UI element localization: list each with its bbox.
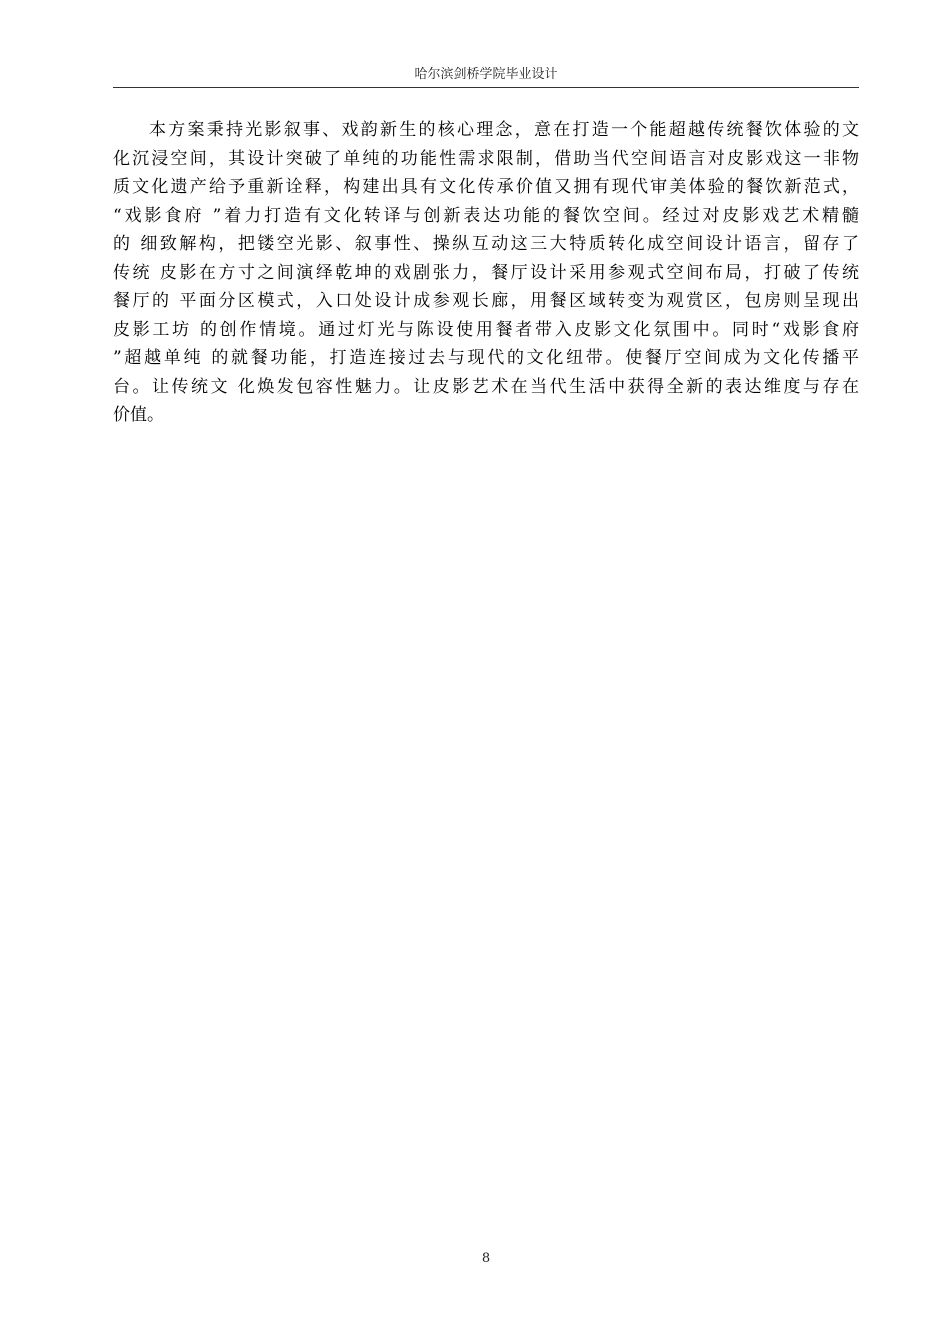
paragraph-line: “戏影食府 ”着力打造有文化转译与创新表达功能的餐饮空间。经过对皮影戏艺术精髓: [113, 205, 859, 226]
page-header: 哈尔滨剑桥学院毕业设计: [414, 67, 558, 82]
paragraph-line: 台。让传统文 化焕发包容性魅力。让皮影艺术在当代生活中获得全新的表达维度与存在: [113, 376, 859, 397]
page-number: 8: [481, 1251, 491, 1266]
paragraph-line: 传统 皮影在方寸之间演绎乾坤的戏剧张力，餐厅设计采用参观式空间布局，打破了传统: [113, 262, 859, 283]
paragraph-line: 餐厅的 平面分区模式，入口处设计成参观长廊，用餐区域转变为观赏区，包房则呈现出: [113, 291, 859, 311]
paragraph-line: 化沉浸空间，其设计突破了单纯的功能性需求限制，借助当代空间语言对皮影戏这一非物: [113, 148, 859, 169]
paragraph-line: 皮影工坊 的创作情境。通过灯光与陈设使用餐者带入皮影文化氛围中。同时“戏影食府: [113, 319, 859, 340]
body-paragraph: [113, 116, 859, 430]
paragraph-line: 价值。: [113, 405, 164, 425]
paragraph-line: ”超越单纯 的就餐功能，打造连接过去与现代的文化纽带。使餐厅空间成为文化传播平: [113, 348, 859, 368]
header-divider: [113, 87, 859, 88]
paragraph-line: 本方案秉持光影叙事、戏韵新生的核心理念，意在打造一个能超越传统餐饮体验的文: [149, 120, 859, 140]
paragraph-line: 的 细致解构，把镂空光影、叙事性、操纵互动这三大特质转化成空间设计语言，留存了: [113, 234, 859, 254]
paragraph-line: 质文化遗产给予重新诠释，构建出具有文化传承价值又拥有现代审美体验的餐饮新范式，: [113, 177, 859, 197]
